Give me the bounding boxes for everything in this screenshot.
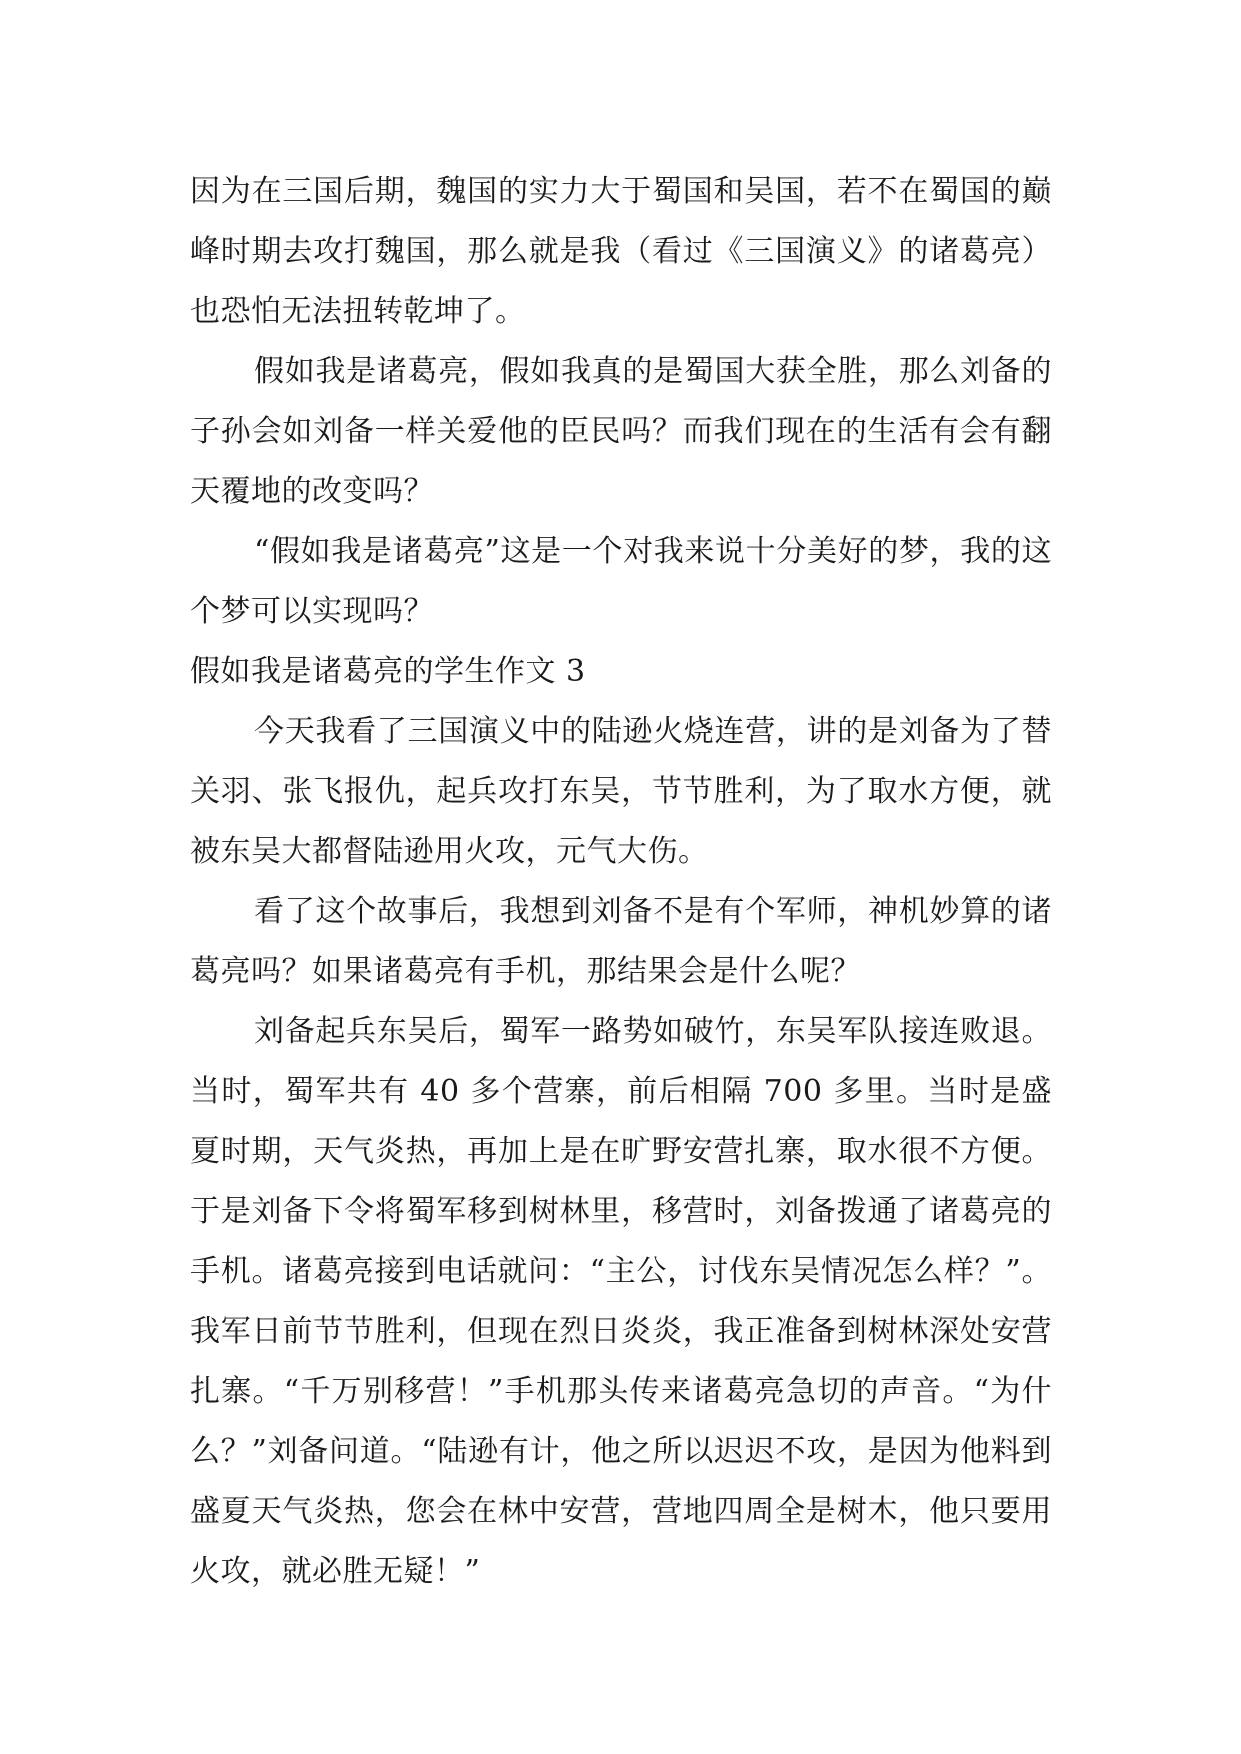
paragraph-4: 今天我看了三国演义中的陆逊火烧连营，讲的是刘备为了替关羽、张飞报仇，起兵攻打东吴，节节胜利，为了取水方便，就被东吴大都督陆逊用火攻，元气大伤。 (190, 714, 1052, 869)
paragraph-5: 看了这个故事后，我想到刘备不是有个军师，神机妙算的诸葛亮吗？如果诸葛亮有手机，那结果会是什么呢？ (190, 894, 1052, 989)
paragraph-6: 刘备起兵东吴后，蜀军一路势如破竹，东吴军队接连败退。当时，蜀军共有 40 多个营寨，前后相隔 700 多里。当时是盛夏时期，天气炎热，再加上是在旷野安营扎寨，取水很不方便。于是刘备下令将蜀军移到树林里，移营时，刘备拨通了诸葛亮的手机。诸葛亮接到电话就问：“主公，讨伐东吴情况怎么样？”。我军日前节节胜利，但现在烈日炎炎，我正准备到树林深处安营扎寨。“千万别移营！”手机那头传来诸葛亮急切的声音。“为什么？”刘备问道。“陆逊有计，他之所以迟迟不攻，是因为他料到盛夏天气炎热，您会在林中安营，营地四周全是树木，他只要用火攻，就必胜无疑！” (190, 1014, 1052, 1589)
paragraph-3: “假如我是诸葛亮”这是一个对我来说十分美好的梦，我的这个梦可以实现吗？ (190, 534, 1052, 629)
paragraph-1: 因为在三国后期，魏国的实力大于蜀国和吴国，若不在蜀国的巅峰时期去攻打魏国，那么就是我（看过《三国演义》的诸葛亮）也恐怕无法扭转乾坤了。 (190, 174, 1052, 329)
document-body (190, 162, 1052, 1602)
section-heading: 假如我是诸葛亮的学生作文 3 (190, 654, 586, 689)
paragraph-2: 假如我是诸葛亮，假如我真的是蜀国大获全胜，那么刘备的子孙会如刘备一样关爱他的臣民吗？而我们现在的生活有会有翻天覆地的改变吗？ (190, 354, 1052, 509)
